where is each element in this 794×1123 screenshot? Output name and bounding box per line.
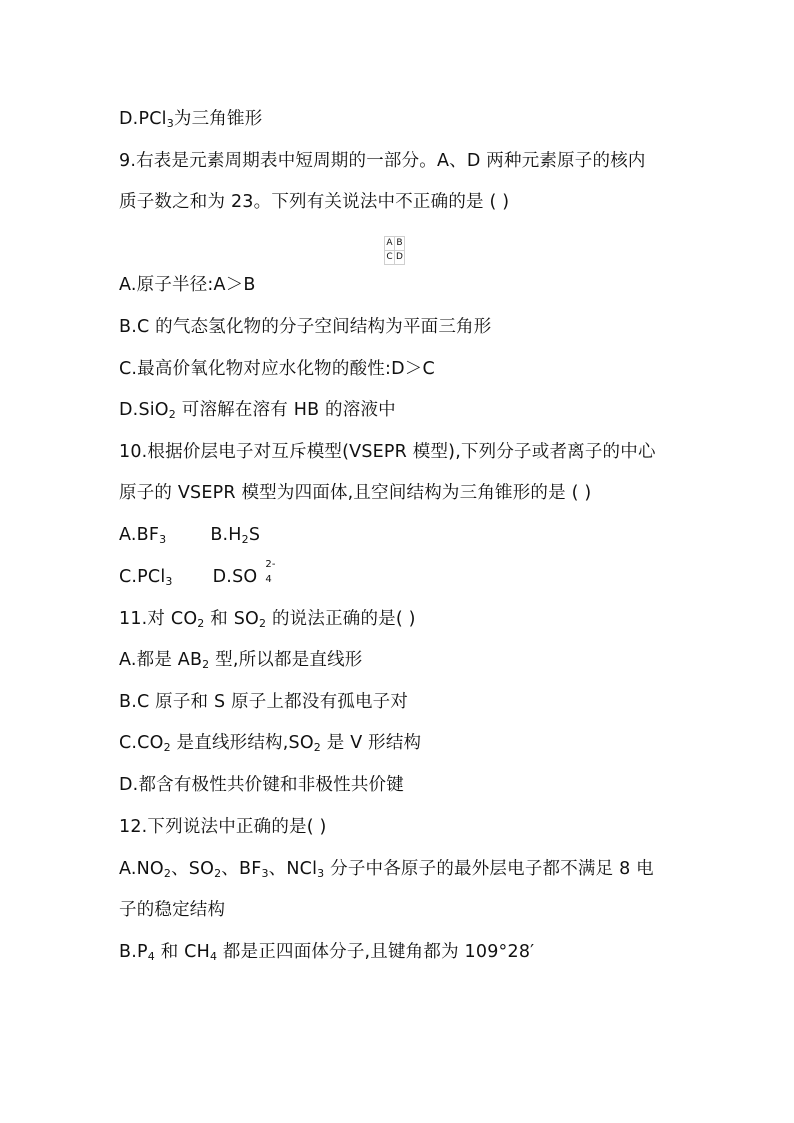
- cell-a: A: [385, 237, 395, 251]
- cell-b: B: [395, 237, 405, 251]
- q11-stem: 11.对 $CO_2$ 和 $SO_2$ 的说法正确的是( ): [119, 609, 416, 630]
- q10-option-b: $B.H_2S$: [210, 525, 261, 546]
- q9-option-c: C.最高价氧化物对应水化物的酸性:D＞C: [119, 359, 435, 379]
- q11-option-c: $C.CO_2$ 是直线形结构$,SO_2$ 是 V 形结构: [119, 733, 422, 754]
- cell-c: C: [385, 251, 395, 265]
- q12-stem: 12.下列说法中正确的是( ): [119, 817, 327, 837]
- q9-stem-line2: 质子数之和为 23。下列有关说法中不正确的是 ( ): [119, 192, 510, 212]
- q12-option-a-line2: 子的稳定结构: [119, 900, 226, 920]
- sulfate-ion-charge: 2- 4: [265, 559, 276, 585]
- q10-option-c: C.PCl$_3$: [119, 567, 173, 588]
- q10-stem-line1: 10.根据价层电子对互斥模型(VSEPR 模型),下列分子或者离子的中心: [119, 442, 656, 462]
- q12-option-a-line1: $A.NO_2$、$SO_2$、$BF_3$、NCl$_3$ 分子中各原子的最外层电子都不满足 8 电: [119, 859, 654, 880]
- q10-option-a: $A.BF_3$: [119, 525, 167, 546]
- q8-option-d: D.PCl$_3$为三角锥形: [119, 109, 263, 130]
- q12-option-b: $B.P_4$ 和 $CH_4$ 都是正四面体分子,且键角都为 109°28′: [119, 942, 535, 963]
- q11-option-a: A.都是 $AB_2$ 型,所以都是直线形: [119, 650, 363, 671]
- q10-options-cd: [119, 559, 279, 589]
- q9-option-a: A.原子半径:A＞B: [119, 275, 256, 295]
- cell-d: D: [395, 251, 405, 265]
- periodic-table-fragment: [384, 236, 405, 265]
- q10-stem-line2: 原子的 VSEPR 模型为四面体,且空间结构为三角锥形的是 ( ): [119, 483, 592, 503]
- q11-option-b: B.C 原子和 S 原子上都没有孤电子对: [119, 692, 409, 712]
- q10-option-d: D.SO 2- 4: [213, 567, 280, 587]
- q9-stem-line1: 9.右表是元素周期表中短周期的一部分。A、D 两种元素原子的核内: [119, 151, 646, 171]
- q9-option-b: B.C 的气态氢化物的分子空间结构为平面三角形: [119, 317, 492, 337]
- q9-option-d: D.SiO$_2$ 可溶解在溶有 HB 的溶液中: [119, 400, 396, 421]
- q11-option-d: D.都含有极性共价键和非极性共价键: [119, 775, 404, 795]
- q10-options-ab: [119, 523, 260, 547]
